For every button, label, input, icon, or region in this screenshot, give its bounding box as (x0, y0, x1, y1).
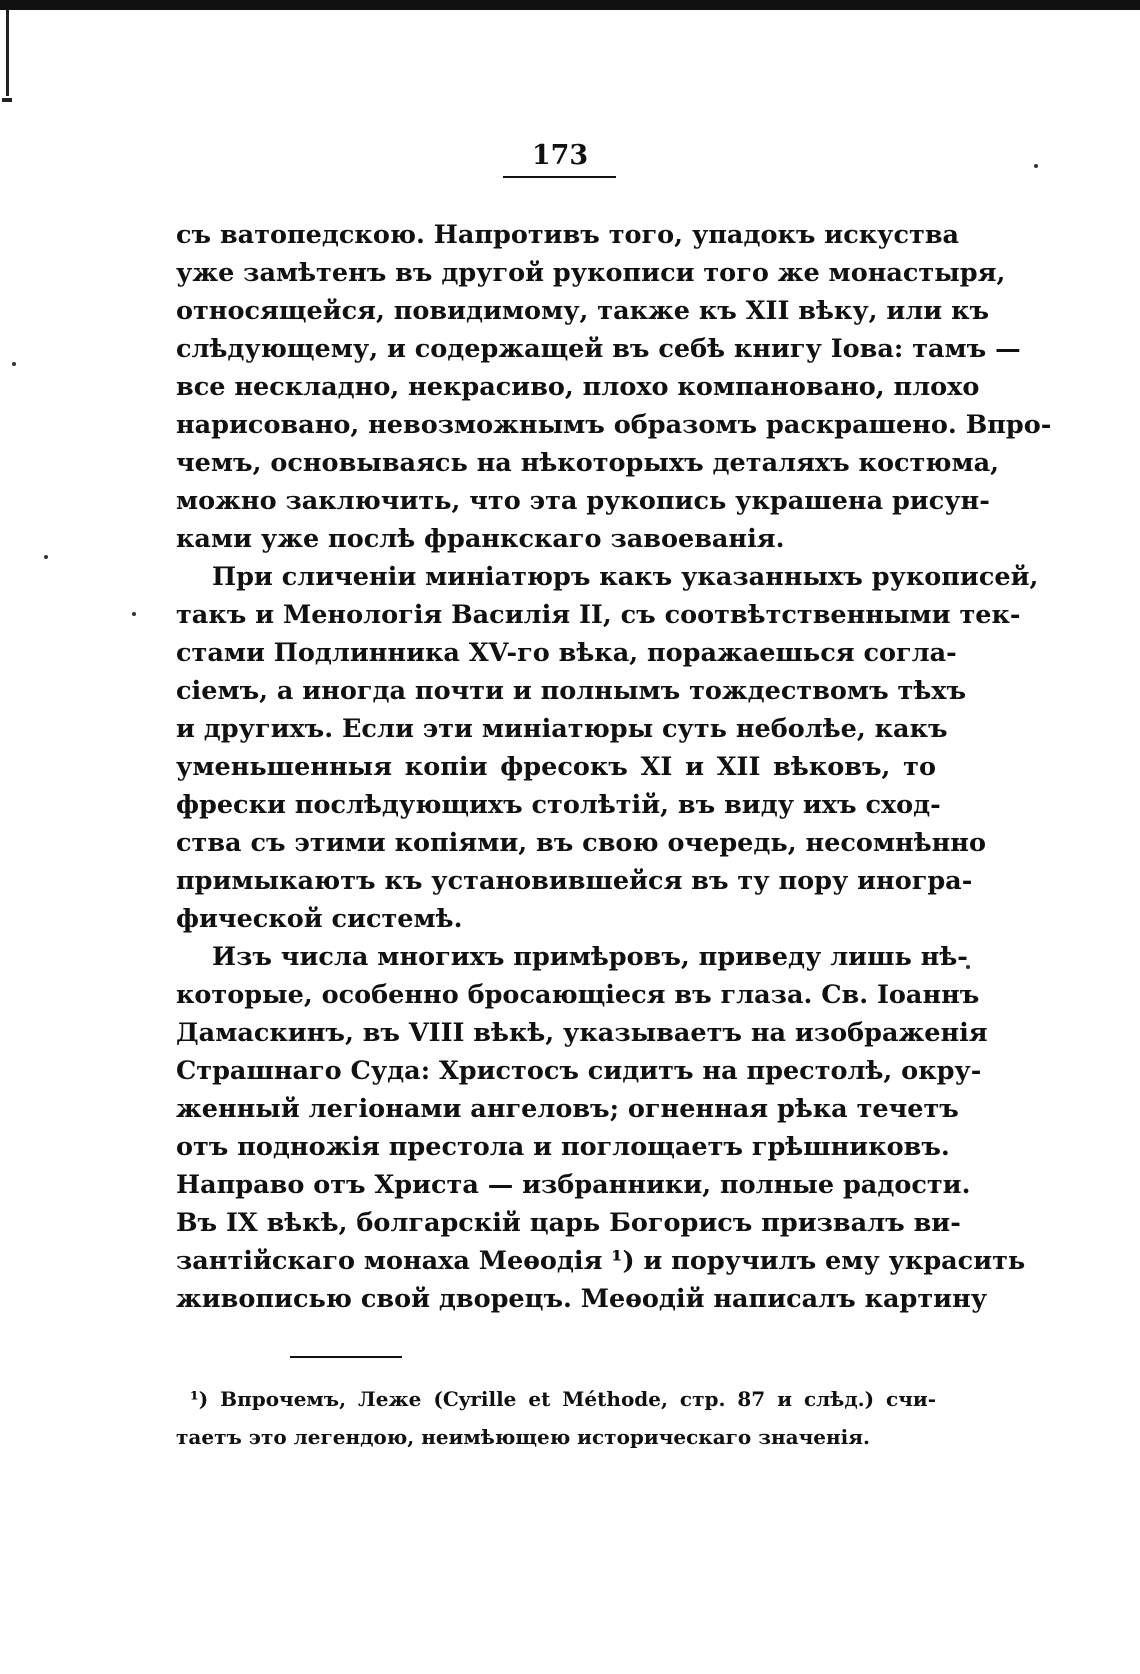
text-line: ками уже послѣ франкскаго завоеванія. (176, 524, 785, 554)
paragraph-first-line: Изъ числа многихъ примѣровъ, приведу лишь нѣ- (212, 942, 968, 972)
scan-left-edge-mark (6, 10, 9, 96)
text-line: отъ подножія престола и поглощаетъ грѣшниковъ. (176, 1132, 950, 1162)
text-line: Страшнаго Суда: Христосъ сидитъ на престолѣ, окру- (176, 1056, 982, 1086)
text-line: уже замѣтенъ въ другой рукописи того же монастыря, (176, 258, 1006, 288)
text-line: ства съ этими копіями, въ свою очередь, несомнѣнно (176, 828, 986, 858)
text-line: Въ IX вѣкѣ, болгарскій царь Богорисъ призвалъ ви- (176, 1208, 961, 1238)
footnote-separator (290, 1356, 402, 1358)
text-line: нарисовано, невозможнымъ образомъ раскрашено. Впро- (176, 410, 1052, 440)
text-line: фрески послѣдующихъ столѣтій, въ виду ихъ сход- (176, 790, 941, 820)
footnotes (176, 1380, 936, 1456)
footnote-line: таетъ это легендою, неимѣющею историческаго значенія. (176, 1425, 870, 1449)
text-line: живописью свой дворецъ. Меѳодій написалъ картину (176, 1284, 988, 1314)
text-line: и другихъ. Если эти миніатюры суть неболѣе, какъ (176, 714, 948, 744)
scan-left-edge-tick (2, 98, 12, 102)
text-line: которые, особенно бросающіеся въ глаза. Св. Іоаннъ (176, 980, 980, 1010)
text-line: относящейся, повидимому, также къ XII вѣку, или къ (176, 296, 990, 326)
page-number: 173 (531, 140, 589, 171)
scan-top-edge (0, 0, 1140, 10)
scan-speck (12, 362, 16, 366)
text-line: уменьшенныя копіи фресокъ XI и XII вѣковъ, то (176, 752, 936, 782)
footnote-line: ¹) Впрочемъ, Леже (Cyrille et Méthode, стр. 87 и слѣд.) счи- (190, 1387, 936, 1411)
text-line: Дамаскинъ, въ VIII вѣкѣ, указываетъ на изображенія (176, 1018, 988, 1048)
page-number-underline (503, 176, 616, 178)
text-line: съ ватопедскою. Напротивъ того, упадокъ искуства (176, 220, 960, 250)
scan-speck (44, 555, 48, 559)
text-line: женный легіонами ангеловъ; огненная рѣка течетъ (176, 1094, 959, 1124)
scan-speck (1034, 164, 1038, 168)
paragraph-first-line: При сличеніи миніатюръ какъ указанныхъ рукописей, (212, 562, 1039, 592)
text-line: примыкаютъ къ установившейся въ ту пору иногра- (176, 866, 973, 896)
text-line: Направо отъ Христа — избранники, полные радости. (176, 1170, 971, 1200)
body-text (176, 216, 1052, 1318)
text-line: все нескладно, некрасиво, плохо компановано, плохо (176, 372, 980, 402)
text-line: фической системѣ. (176, 904, 463, 934)
text-line: слѣдующему, и содержащей въ себѣ книгу Іова: тамъ — (176, 334, 1021, 364)
text-line: сіемъ, а иногда почти и полнымъ тождествомъ тѣхъ (176, 676, 967, 706)
scan-speck (132, 612, 136, 616)
text-line: чемъ, основываясь на нѣкоторыхъ деталяхъ костюма, (176, 448, 1000, 478)
text-line: можно заключить, что эта рукопись украшена рисун- (176, 486, 990, 516)
text-line: зантійскаго монаха Меѳодія ¹) и поручилъ ему украсить (176, 1246, 1026, 1276)
text-line: такъ и Менологія Василія II, съ соотвѣтственными тек- (176, 600, 1021, 630)
text-line: стами Подлинника XV-го вѣка, поражаешься согла- (176, 638, 957, 668)
